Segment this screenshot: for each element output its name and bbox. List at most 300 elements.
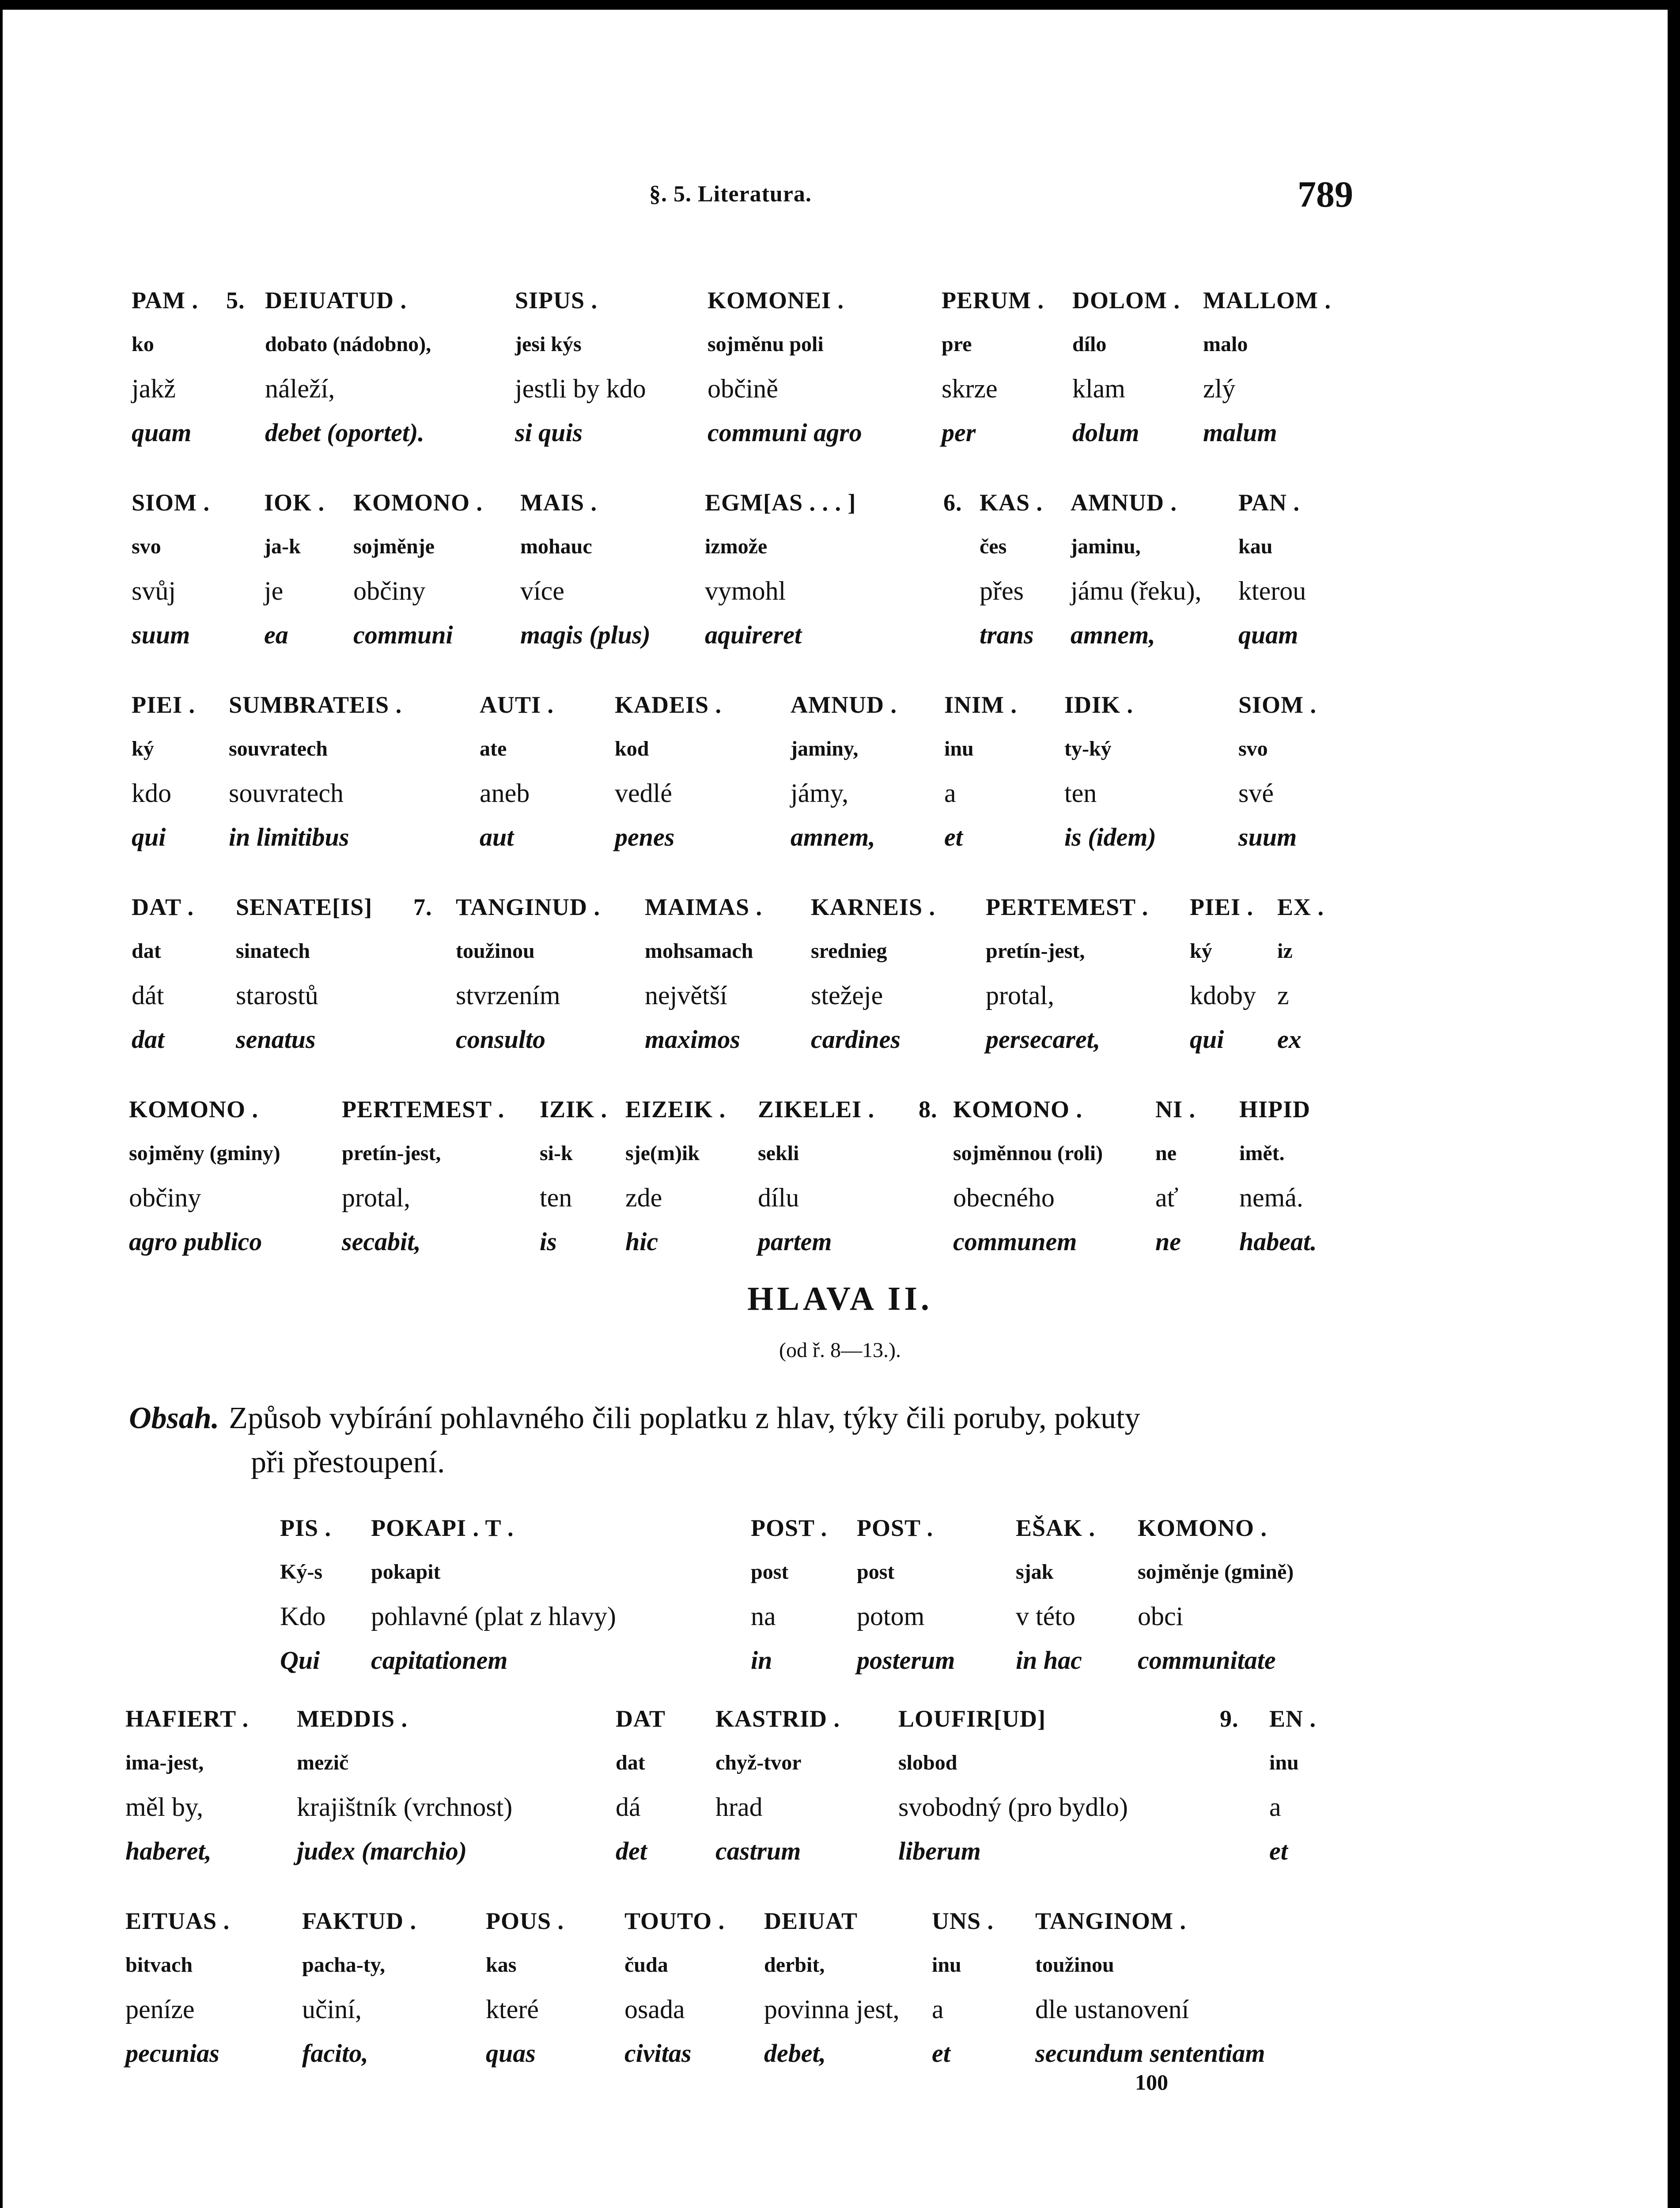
- umbrian-word: MAIS .: [520, 489, 598, 516]
- czech-translation: přes: [980, 576, 1024, 605]
- umbrian-word: PERTEMEST .: [342, 1096, 505, 1123]
- word-column: [280, 1506, 331, 1682]
- czech-translation: v této: [1016, 1602, 1075, 1631]
- czech-translation: více: [520, 576, 564, 605]
- umbrian-word: PIS .: [280, 1515, 332, 1541]
- latin-translation: agro publico: [129, 1227, 262, 1256]
- czech-translation: protal,: [342, 1183, 410, 1212]
- word-column: [540, 1087, 607, 1264]
- word-column: [1064, 683, 1156, 859]
- umbrian-word: PIEI .: [132, 692, 196, 718]
- latin-translation: trans: [980, 620, 1034, 649]
- latin-translation: hic: [625, 1227, 658, 1256]
- old-slavic-gloss: sojměnnou (roli): [953, 1142, 1103, 1165]
- word-column: [371, 1506, 616, 1682]
- word-column: [1035, 1899, 1265, 2076]
- old-slavic-gloss: kod: [615, 737, 649, 760]
- signature-number: 100: [1135, 2070, 1168, 2095]
- czech-translation: povinna jest,: [764, 1995, 900, 2024]
- word-column: [932, 1899, 994, 2076]
- czech-translation: jámu (řeku),: [1071, 576, 1202, 605]
- latin-translation: partem: [758, 1227, 832, 1256]
- umbrian-word: EIZEIK .: [625, 1096, 726, 1123]
- umbrian-word: POST .: [751, 1515, 828, 1541]
- old-slavic-gloss: čes: [980, 535, 1007, 558]
- umbrian-word: TANGINUD .: [456, 894, 601, 920]
- interlinear-block-6: [0, 1506, 1680, 1691]
- umbrian-word: KOMONO .: [353, 489, 483, 516]
- word-column: [265, 278, 431, 455]
- old-slavic-gloss: inu: [944, 737, 974, 760]
- word-column: [715, 1697, 840, 1873]
- latin-translation: amnem,: [791, 823, 875, 851]
- word-column: [986, 885, 1148, 1062]
- old-slavic-gloss: imět.: [1239, 1142, 1285, 1165]
- old-slavic-gloss: sojměnu poli: [708, 333, 824, 356]
- czech-translation: peníze: [125, 1995, 195, 2024]
- czech-translation: skrze: [942, 374, 998, 403]
- czech-translation: měl by,: [125, 1792, 204, 1822]
- umbrian-word: KOMONO .: [129, 1096, 258, 1123]
- umbrian-word: MEDDIS .: [297, 1705, 408, 1732]
- page-number: 789: [1298, 174, 1353, 215]
- umbrian-word: PAN .: [1238, 489, 1300, 516]
- umbrian-word: LOUFIR[UD]: [898, 1705, 1046, 1732]
- word-column: [708, 278, 862, 455]
- umbrian-word: SUMBRATEIS .: [229, 692, 402, 718]
- umbrian-word: HIPID: [1239, 1096, 1311, 1123]
- old-slavic-gloss: čuda: [624, 1953, 668, 1977]
- umbrian-word: IZIK .: [540, 1096, 608, 1123]
- latin-translation: per: [942, 418, 976, 447]
- czech-translation: jestli by kdo: [515, 374, 646, 403]
- old-slavic-gloss: souvratech: [229, 737, 328, 760]
- latin-translation: in: [751, 1646, 772, 1675]
- umbrian-word: MAIMAS .: [645, 894, 762, 920]
- old-slavic-gloss: kau: [1238, 535, 1273, 558]
- word-column: [953, 1087, 1103, 1264]
- latin-translation: communem: [953, 1227, 1077, 1256]
- latin-translation: qui: [1190, 1025, 1224, 1054]
- old-slavic-gloss: pretín-jest,: [342, 1142, 441, 1165]
- latin-translation: magis (plus): [520, 620, 651, 649]
- old-slavic-gloss: ký: [1190, 939, 1212, 963]
- latin-translation: liberum: [898, 1837, 981, 1865]
- interlinear-block-5: [0, 1087, 1680, 1273]
- line-number: [1220, 1697, 1239, 1741]
- word-column: [302, 1899, 416, 2076]
- latin-translation: in limitibus: [229, 823, 349, 851]
- chapter-summary: [129, 1396, 1366, 1485]
- latin-translation: debet,: [764, 2039, 826, 2068]
- word-column: [764, 1899, 900, 2076]
- interlinear-block-2: [0, 480, 1680, 666]
- latin-translation: is (idem): [1064, 823, 1156, 851]
- latin-translation: ex: [1277, 1025, 1302, 1054]
- latin-translation: penes: [615, 823, 675, 851]
- line-number-label: 7.: [413, 894, 432, 920]
- latin-translation: communitate: [1138, 1646, 1276, 1675]
- word-column: [1239, 1087, 1317, 1264]
- word-column: [1155, 1087, 1196, 1264]
- old-slavic-gloss: inu: [932, 1953, 961, 1977]
- latin-translation: quas: [486, 2039, 536, 2068]
- old-slavic-gloss: pretín-jest,: [986, 939, 1085, 963]
- latin-translation: consulto: [456, 1025, 546, 1054]
- word-column: [264, 480, 325, 657]
- word-column: [625, 1087, 726, 1264]
- umbrian-word: DOLOM .: [1072, 287, 1180, 314]
- old-slavic-gloss: derbit,: [764, 1953, 825, 1977]
- czech-translation: občině: [708, 374, 778, 403]
- old-slavic-gloss: toužinou: [456, 939, 535, 963]
- umbrian-word: AUTI .: [480, 692, 554, 718]
- czech-translation: a: [1269, 1792, 1281, 1822]
- interlinear-block-3: [0, 683, 1680, 868]
- umbrian-word: DAT: [616, 1705, 666, 1732]
- czech-translation: zde: [625, 1183, 662, 1212]
- word-column: [898, 1697, 1128, 1873]
- word-column: [486, 1899, 564, 2076]
- old-slavic-gloss: sekli: [758, 1142, 799, 1165]
- latin-translation: Qui: [280, 1646, 320, 1675]
- line-number: [943, 480, 962, 525]
- umbrian-word: EŠAK .: [1016, 1515, 1096, 1541]
- umbrian-word: PERUM .: [942, 287, 1044, 314]
- word-column: [1277, 885, 1324, 1062]
- old-slavic-gloss: pacha-ty,: [302, 1953, 386, 1977]
- word-column: [942, 278, 1044, 455]
- word-column: [944, 683, 1017, 859]
- czech-translation: aneb: [480, 779, 530, 808]
- word-column: [811, 885, 935, 1062]
- latin-translation: persecaret,: [986, 1025, 1101, 1054]
- old-slavic-gloss: mohsamach: [645, 939, 753, 963]
- umbrian-word: KAS .: [980, 489, 1043, 516]
- czech-translation: potom: [857, 1602, 925, 1631]
- old-slavic-gloss: inu: [1269, 1751, 1299, 1774]
- word-column: [1238, 480, 1306, 657]
- word-column: [857, 1506, 955, 1682]
- interlinear-block-8: [0, 1899, 1680, 2084]
- latin-translation: malum: [1203, 418, 1277, 447]
- czech-translation: občiny: [353, 576, 426, 605]
- czech-translation: stvrzením: [456, 981, 560, 1010]
- old-slavic-gloss: ty-ký: [1064, 737, 1112, 760]
- old-slavic-gloss: jaminu,: [1071, 535, 1141, 558]
- old-slavic-gloss: mezič: [297, 1751, 349, 1774]
- latin-translation: qui: [132, 823, 166, 851]
- old-slavic-gloss: mohauc: [520, 535, 592, 558]
- old-slavic-gloss: svo: [1238, 737, 1268, 760]
- umbrian-word: IDIK .: [1064, 692, 1134, 718]
- umbrian-word: SIOM .: [132, 489, 210, 516]
- latin-translation: ne: [1155, 1227, 1181, 1256]
- line-number: [413, 885, 432, 929]
- czech-translation: souvratech: [229, 779, 344, 808]
- old-slavic-gloss: ate: [480, 737, 507, 760]
- umbrian-word: ZIKELEI .: [758, 1096, 875, 1123]
- old-slavic-gloss: sojměnje (gmině): [1138, 1560, 1294, 1584]
- latin-translation: communi: [353, 620, 453, 649]
- word-column: [1269, 1697, 1316, 1873]
- czech-translation: na: [751, 1602, 776, 1631]
- word-column: [616, 1697, 666, 1873]
- old-slavic-gloss: srednieg: [811, 939, 887, 963]
- word-column: [342, 1087, 504, 1264]
- umbrian-word: SENATE[IS]: [236, 894, 373, 920]
- latin-translation: haberet,: [125, 1837, 212, 1865]
- word-column: [297, 1697, 512, 1873]
- line-number: [919, 1087, 938, 1131]
- czech-translation: občiny: [129, 1183, 201, 1212]
- czech-translation: svobodný (pro bydlo): [898, 1792, 1128, 1822]
- latin-translation: habeat.: [1239, 1227, 1317, 1256]
- czech-translation: stežeje: [811, 981, 883, 1010]
- word-column: [129, 1087, 280, 1264]
- umbrian-word: KASTRID .: [715, 1705, 840, 1732]
- czech-translation: klam: [1072, 374, 1125, 403]
- chapter-subtitle: (od ř. 8—13.).: [779, 1338, 901, 1362]
- czech-translation: svůj: [132, 576, 176, 605]
- word-column: [751, 1506, 827, 1682]
- word-column: [645, 885, 762, 1062]
- czech-translation: hrad: [715, 1792, 763, 1822]
- interlinear-block-1: [0, 278, 1680, 464]
- umbrian-word: EGM[AS . . . ]: [705, 489, 856, 516]
- old-slavic-gloss: pokapit: [371, 1560, 441, 1584]
- word-column: [353, 480, 483, 657]
- latin-translation: senatus: [236, 1025, 316, 1054]
- umbrian-word: POST .: [857, 1515, 934, 1541]
- chapter-title: HLAVA II.: [747, 1280, 933, 1317]
- czech-translation: náleží,: [265, 374, 335, 403]
- latin-translation: amnem,: [1071, 620, 1155, 649]
- old-slavic-gloss: ima-jest,: [125, 1751, 204, 1774]
- umbrian-word: TANGINOM .: [1035, 1908, 1186, 1934]
- old-slavic-gloss: Ký-s: [280, 1560, 322, 1584]
- word-column: [1071, 480, 1202, 657]
- umbrian-word: KOMONO .: [953, 1096, 1082, 1123]
- latin-translation: pecunias: [125, 2039, 219, 2068]
- umbrian-word: IOK .: [264, 489, 325, 516]
- umbrian-word: EX .: [1277, 894, 1324, 920]
- line-number-label: 5.: [226, 287, 245, 314]
- latin-translation: aut: [480, 823, 514, 851]
- czech-translation: dle ustanovení: [1035, 1995, 1189, 2024]
- czech-translation: jámy,: [791, 779, 849, 808]
- word-column: [480, 683, 554, 859]
- running-head: §. 5. Literatura.: [649, 181, 812, 207]
- umbrian-word: PAM .: [132, 287, 198, 314]
- czech-translation: krajištník (vrchnost): [297, 1792, 513, 1822]
- umbrian-word: POUS .: [486, 1908, 564, 1934]
- czech-translation: vymohl: [705, 576, 786, 605]
- czech-translation: obci: [1138, 1602, 1184, 1631]
- umbrian-word: POKAPI . T .: [371, 1515, 514, 1541]
- czech-translation: dát: [132, 981, 164, 1010]
- old-slavic-gloss: dat: [616, 1751, 645, 1774]
- umbrian-word: EN .: [1269, 1705, 1317, 1732]
- czech-translation: ať: [1155, 1183, 1179, 1212]
- czech-translation: kterou: [1238, 576, 1306, 605]
- czech-translation: z: [1277, 981, 1289, 1010]
- umbrian-word: PERTEMEST .: [986, 894, 1149, 920]
- old-slavic-gloss: dobato (nádobno),: [265, 333, 431, 356]
- latin-translation: in hac: [1016, 1646, 1082, 1675]
- interlinear-block-7: [0, 1697, 1680, 1882]
- latin-translation: cardines: [811, 1025, 901, 1054]
- umbrian-word: FAKTUD .: [302, 1908, 416, 1934]
- old-slavic-gloss: sojměnje: [353, 535, 435, 558]
- umbrian-word: AMNUD .: [791, 692, 897, 718]
- old-slavic-gloss: slobod: [898, 1751, 957, 1774]
- latin-translation: et: [944, 823, 963, 851]
- word-column: [132, 278, 198, 455]
- czech-translation: zlý: [1203, 374, 1236, 403]
- latin-translation: suum: [132, 620, 190, 649]
- umbrian-word: MALLOM .: [1203, 287, 1331, 314]
- old-slavic-gloss: pre: [942, 333, 972, 356]
- umbrian-word: UNS .: [932, 1908, 994, 1934]
- word-column: [705, 480, 856, 657]
- latin-translation: posterum: [857, 1646, 955, 1675]
- old-slavic-gloss: post: [857, 1560, 895, 1584]
- umbrian-word: TOUTO .: [624, 1908, 725, 1934]
- word-column: [624, 1899, 725, 2076]
- latin-translation: aquireret: [705, 620, 802, 649]
- latin-translation: si quis: [515, 418, 583, 447]
- old-slavic-gloss: chyž-tvor: [715, 1751, 802, 1774]
- latin-translation: civitas: [624, 2039, 692, 2068]
- latin-translation: facito,: [302, 2039, 368, 2068]
- scan-border-top: [0, 0, 1680, 10]
- word-column: [615, 683, 722, 859]
- umbrian-word: DEIUAT: [764, 1908, 858, 1934]
- czech-translation: Kdo: [280, 1602, 326, 1631]
- latin-translation: det: [616, 1837, 647, 1865]
- interlinear-block-4: [0, 885, 1680, 1070]
- czech-translation: ten: [1064, 779, 1097, 808]
- czech-translation: a: [932, 1995, 944, 2024]
- old-slavic-gloss: iz: [1277, 939, 1293, 963]
- latin-translation: et: [932, 2039, 950, 2068]
- latin-translation: dat: [132, 1025, 165, 1054]
- old-slavic-gloss: si-k: [540, 1142, 573, 1165]
- old-slavic-gloss: ký: [132, 737, 154, 760]
- umbrian-word: DEIUATUD .: [265, 287, 407, 314]
- old-slavic-gloss: izmože: [705, 535, 768, 558]
- latin-translation: castrum: [715, 1837, 801, 1865]
- umbrian-word: EITUAS .: [125, 1908, 230, 1934]
- old-slavic-gloss: svo: [132, 535, 161, 558]
- umbrian-word: HAFIERT .: [125, 1705, 249, 1732]
- latin-translation: maximos: [645, 1025, 740, 1054]
- umbrian-word: SIOM .: [1238, 692, 1317, 718]
- czech-translation: starostů: [236, 981, 318, 1010]
- umbrian-word: NI .: [1155, 1096, 1196, 1123]
- word-column: [229, 683, 402, 859]
- word-column: [1138, 1506, 1294, 1682]
- czech-translation: ten: [540, 1183, 572, 1212]
- czech-translation: dá: [616, 1792, 641, 1822]
- latin-translation: et: [1269, 1837, 1288, 1865]
- old-slavic-gloss: dat: [132, 939, 161, 963]
- word-column: [1203, 278, 1331, 455]
- line-number: [226, 278, 245, 322]
- czech-translation: které: [486, 1995, 539, 2024]
- word-column: [520, 480, 651, 657]
- word-column: [456, 885, 600, 1062]
- latin-translation: ea: [264, 620, 288, 649]
- word-column: [125, 1899, 230, 2076]
- umbrian-word: DAT .: [132, 894, 194, 920]
- word-column: [758, 1087, 874, 1264]
- umbrian-word: PIEI .: [1190, 894, 1254, 920]
- old-slavic-gloss: sje(m)ik: [625, 1142, 700, 1165]
- latin-translation: is: [540, 1227, 557, 1256]
- old-slavic-gloss: malo: [1203, 333, 1248, 356]
- czech-translation: pohlavné (plat z hlavy): [371, 1602, 616, 1631]
- czech-translation: kdoby: [1190, 981, 1256, 1010]
- umbrian-word: INIM .: [944, 692, 1017, 718]
- old-slavic-gloss: ne: [1155, 1142, 1177, 1165]
- word-column: [1072, 278, 1180, 455]
- line-number-label: 6.: [943, 489, 962, 516]
- old-slavic-gloss: jaminy,: [791, 737, 859, 760]
- word-column: [1016, 1506, 1095, 1682]
- czech-translation: nemá.: [1239, 1183, 1303, 1212]
- word-column: [980, 480, 1043, 657]
- word-column: [132, 885, 194, 1062]
- old-slavic-gloss: dílo: [1072, 333, 1107, 356]
- old-slavic-gloss: post: [751, 1560, 789, 1584]
- word-column: [125, 1697, 249, 1873]
- umbrian-word: KOMONEI .: [708, 287, 844, 314]
- latin-translation: communi agro: [708, 418, 862, 447]
- old-slavic-gloss: ja-k: [264, 535, 301, 558]
- old-slavic-gloss: bitvach: [125, 1953, 193, 1977]
- summary-line-2: při přestoupení.: [251, 1445, 445, 1479]
- czech-translation: protal,: [986, 981, 1054, 1010]
- czech-translation: kdo: [132, 779, 171, 808]
- czech-translation: vedlé: [615, 779, 672, 808]
- summary-label: Obsah.: [129, 1401, 219, 1435]
- old-slavic-gloss: toužinou: [1035, 1953, 1114, 1977]
- line-number-label: 8.: [919, 1096, 938, 1123]
- czech-translation: učiní,: [302, 1995, 362, 2024]
- latin-translation: quam: [132, 418, 192, 447]
- czech-translation: je: [264, 576, 284, 605]
- word-column: [1190, 885, 1256, 1062]
- czech-translation: osada: [624, 1995, 685, 2024]
- czech-translation: své: [1238, 779, 1274, 808]
- old-slavic-gloss: ko: [132, 333, 154, 356]
- czech-translation: obecného: [953, 1183, 1055, 1212]
- old-slavic-gloss: kas: [486, 1953, 517, 1977]
- latin-translation: judex (marchio): [297, 1837, 467, 1865]
- old-slavic-gloss: sinatech: [236, 939, 310, 963]
- latin-translation: dolum: [1072, 418, 1139, 447]
- latin-translation: suum: [1238, 823, 1297, 851]
- latin-translation: quam: [1238, 620, 1298, 649]
- umbrian-word: KARNEIS .: [811, 894, 936, 920]
- latin-translation: secabit,: [342, 1227, 421, 1256]
- word-column: [791, 683, 897, 859]
- latin-translation: capitationem: [371, 1646, 508, 1675]
- latin-translation: secundum sententiam: [1035, 2039, 1265, 2068]
- latin-translation: debet (oportet).: [265, 418, 424, 447]
